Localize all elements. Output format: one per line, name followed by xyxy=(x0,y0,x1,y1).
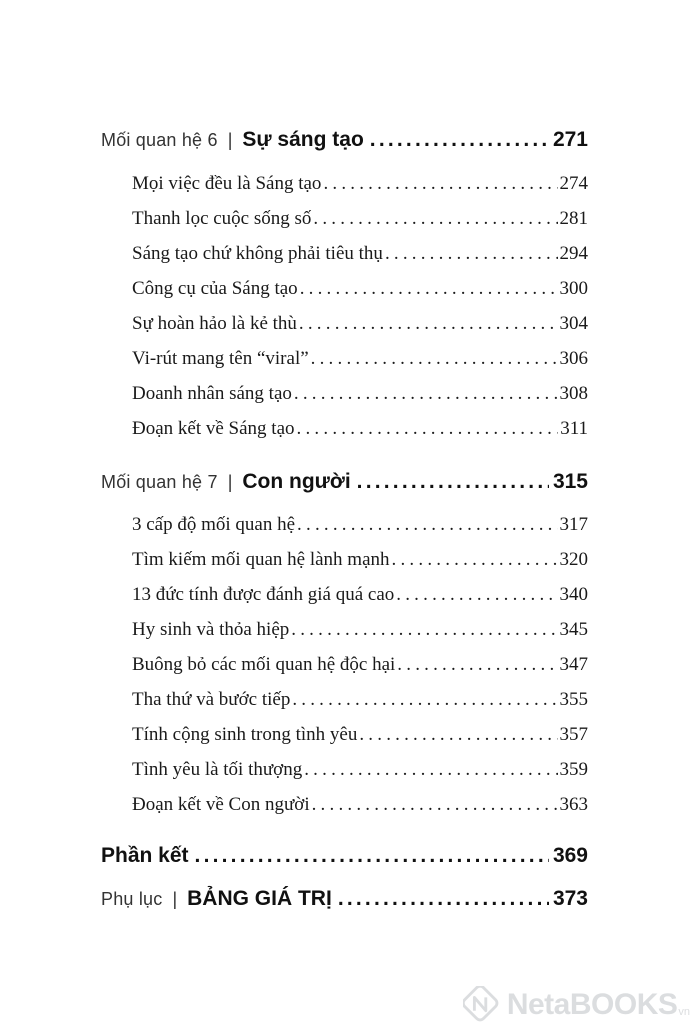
toc-section-header-7[interactable] xyxy=(101,470,588,494)
dot-leader xyxy=(311,348,558,370)
entry-title: 13 đức tính được đánh giá quá cao xyxy=(132,584,395,605)
entry-title: Tình yêu là tối thượng xyxy=(132,759,303,780)
dot-leader xyxy=(357,470,549,494)
dot-leader xyxy=(195,844,549,868)
entry-title: Thanh lọc cuộc sống số xyxy=(132,208,312,229)
section-separator: | xyxy=(227,130,233,150)
entry-title: 3 cấp độ mối quan hệ xyxy=(132,514,296,535)
entry-title: Tha thứ và bước tiếp xyxy=(132,689,291,710)
toc-entry[interactable] xyxy=(132,759,588,781)
section-prefix: Mối quan hệ 6 xyxy=(101,130,218,150)
entry-page-number: 274 xyxy=(559,173,588,194)
entry-page-number: 363 xyxy=(559,794,588,815)
entry-page-number: 294 xyxy=(559,243,588,264)
appendix-title: BẢNG GIÁ TRỊ xyxy=(187,887,332,910)
toc-entry[interactable] xyxy=(132,514,588,536)
toc-entry[interactable] xyxy=(132,348,588,370)
entry-page-number: 306 xyxy=(559,348,588,369)
dot-leader xyxy=(297,418,559,440)
dot-leader xyxy=(313,208,557,230)
toc-entry[interactable] xyxy=(132,549,588,571)
dot-leader xyxy=(396,584,557,606)
dot-leader xyxy=(338,887,549,911)
entry-page-number: 347 xyxy=(559,654,588,675)
entry-title: Công cụ của Sáng tạo xyxy=(132,278,298,299)
watermark-name: NetaBOOKS xyxy=(506,988,678,1021)
dot-leader xyxy=(323,173,557,195)
entry-page-number: 355 xyxy=(559,689,588,710)
toc-entry[interactable] xyxy=(132,619,588,641)
appendix-page-number: 373 xyxy=(552,887,588,910)
netabooks-logo-icon xyxy=(463,986,501,1024)
dot-leader xyxy=(294,383,558,405)
entry-page-number: 300 xyxy=(559,278,588,299)
entry-page-number: 304 xyxy=(559,313,588,334)
toc-closing[interactable] xyxy=(101,844,588,868)
appendix-prefix: Phụ lục xyxy=(101,889,163,909)
toc-entry[interactable] xyxy=(132,243,588,265)
dot-leader xyxy=(299,313,558,335)
entry-page-number: 345 xyxy=(559,619,588,640)
dot-leader xyxy=(359,724,557,746)
toc-entry[interactable] xyxy=(132,584,588,606)
dot-leader xyxy=(300,278,558,300)
entry-title: Sự hoàn hảo là kẻ thù xyxy=(132,313,297,334)
section-title: Con người xyxy=(242,470,351,493)
netabooks-watermark xyxy=(463,986,690,1024)
entry-title: Hy sinh và thỏa hiệp xyxy=(132,619,290,640)
entry-title: Buông bỏ các mối quan hệ độc hại xyxy=(132,654,396,675)
toc-entry[interactable] xyxy=(132,654,588,676)
dot-leader xyxy=(304,759,557,781)
toc-entry[interactable] xyxy=(132,208,588,230)
entry-title: Đoạn kết về Sáng tạo xyxy=(132,418,295,439)
toc-entry[interactable] xyxy=(132,418,588,440)
entry-page-number: 317 xyxy=(559,514,588,535)
entry-page-number: 308 xyxy=(559,383,588,404)
toc-section-header-6[interactable] xyxy=(101,128,588,152)
entry-page-number: 311 xyxy=(560,418,588,439)
toc-entry[interactable] xyxy=(132,383,588,405)
entry-page-number: 340 xyxy=(559,584,588,605)
appendix-separator: | xyxy=(172,889,178,909)
section-page-number: 315 xyxy=(552,470,588,493)
toc-entry[interactable] xyxy=(132,794,588,816)
entry-title: Sáng tạo chứ không phải tiêu thụ xyxy=(132,243,383,264)
dot-leader xyxy=(392,549,558,571)
toc-appendix[interactable] xyxy=(101,887,588,911)
dot-leader xyxy=(397,654,557,676)
entry-title: Vi-rút mang tên “viral” xyxy=(132,348,309,369)
section-page-number: 271 xyxy=(552,128,588,151)
toc-entry[interactable] xyxy=(132,313,588,335)
dot-leader xyxy=(385,243,558,265)
dot-leader xyxy=(297,514,557,536)
entry-page-number: 320 xyxy=(559,549,588,570)
toc-entry[interactable] xyxy=(132,173,588,195)
entry-page-number: 357 xyxy=(559,724,588,745)
dot-leader xyxy=(312,794,558,816)
toc-entry[interactable] xyxy=(132,689,588,711)
closing-page-number: 369 xyxy=(552,844,588,867)
section-prefix: Mối quan hệ 7 xyxy=(101,472,218,492)
watermark-suffix: vn xyxy=(678,1006,690,1018)
toc-entry[interactable] xyxy=(132,724,588,746)
dot-leader xyxy=(291,619,557,641)
entry-page-number: 281 xyxy=(559,208,588,229)
closing-title: Phần kết xyxy=(101,844,189,867)
toc-entry[interactable] xyxy=(132,278,588,300)
entry-title: Doanh nhân sáng tạo xyxy=(132,383,292,404)
dot-leader xyxy=(292,689,557,711)
entry-title: Đoạn kết về Con người xyxy=(132,794,310,815)
entry-page-number: 359 xyxy=(559,759,588,780)
entry-title: Tìm kiếm mối quan hệ lành mạnh xyxy=(132,549,390,570)
dot-leader xyxy=(370,128,549,152)
entry-title: Mọi việc đều là Sáng tạo xyxy=(132,173,322,194)
section-separator: | xyxy=(227,472,233,492)
section-title: Sự sáng tạo xyxy=(242,128,364,151)
entry-title: Tính cộng sinh trong tình yêu xyxy=(132,724,358,745)
